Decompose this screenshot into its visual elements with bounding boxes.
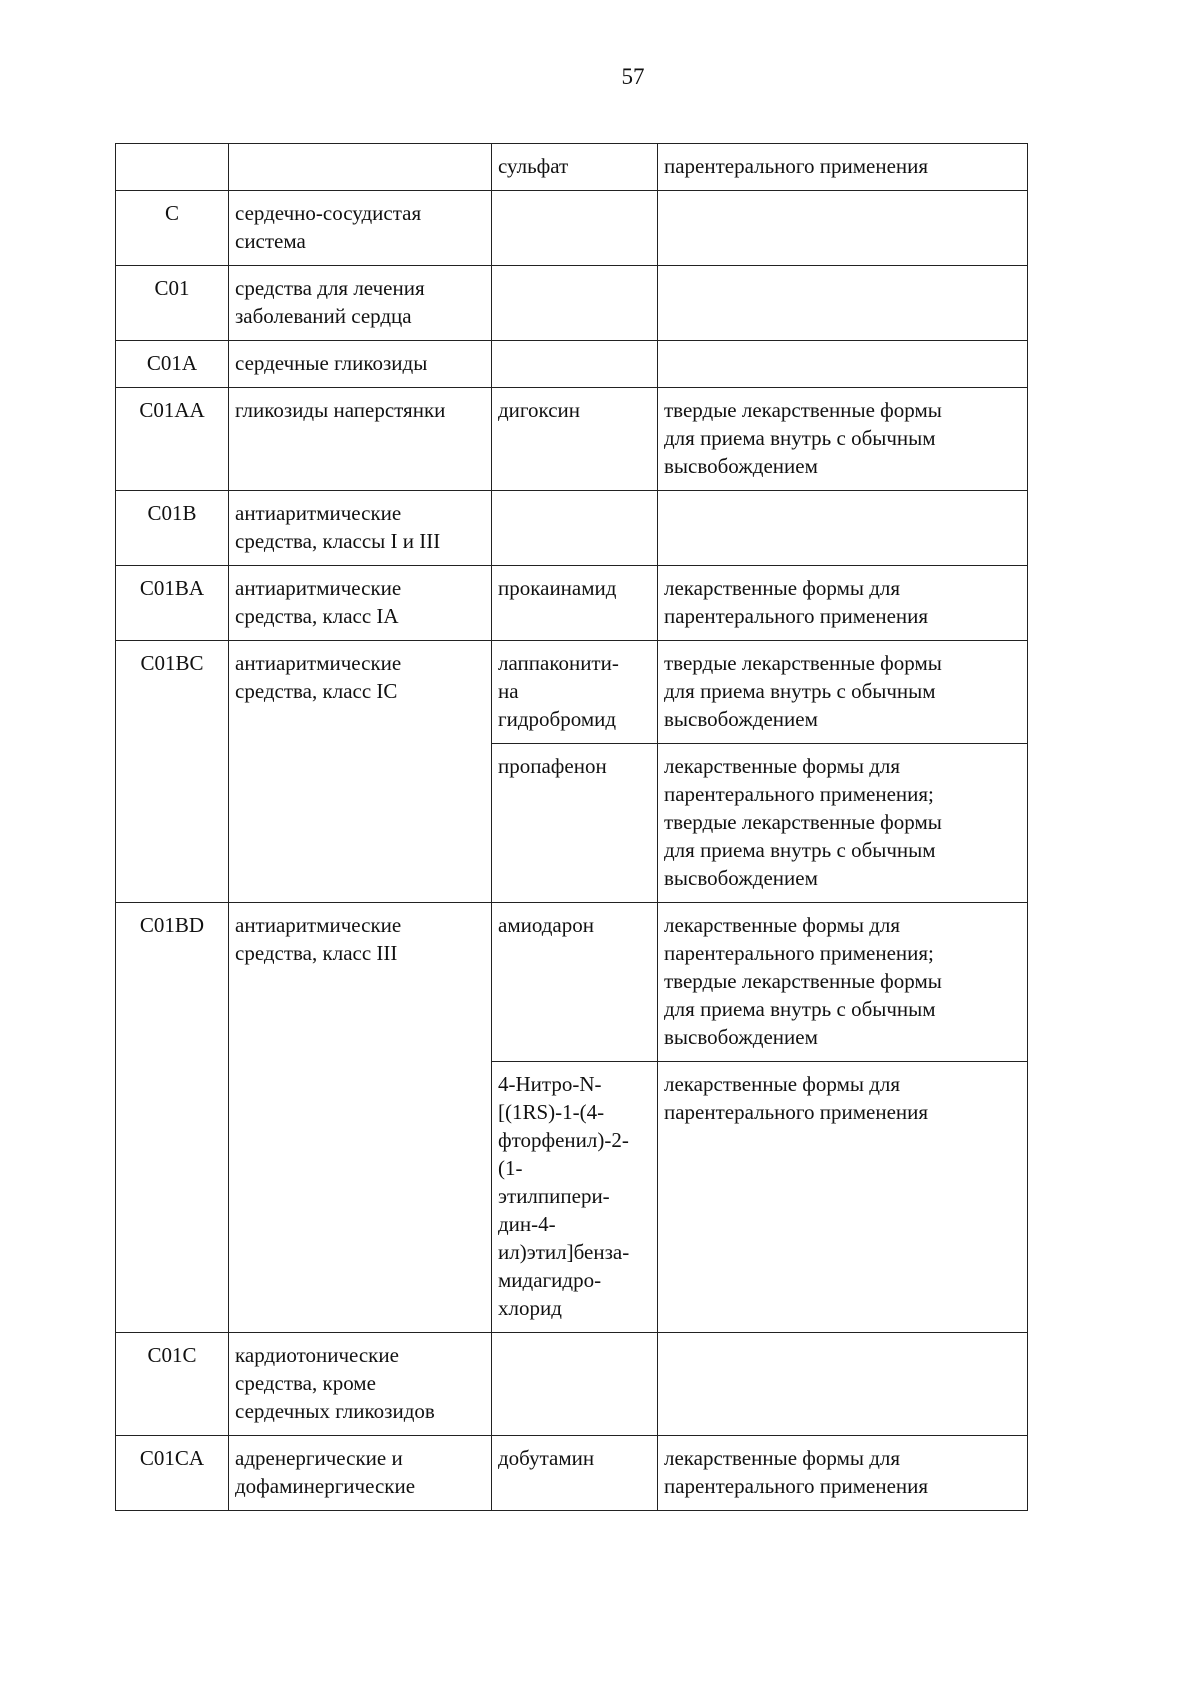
page-number: 57 bbox=[621, 64, 645, 89]
atc-code-cell bbox=[116, 266, 229, 341]
anatomical-group-cell bbox=[229, 388, 492, 491]
dosage-form-cell-line: высвобождением bbox=[664, 1025, 818, 1049]
table-row bbox=[116, 191, 1028, 266]
dosage-form-cell-line: твердые лекарственные формы bbox=[664, 651, 942, 675]
anatomical-group-cell-line: адренергические и bbox=[235, 1446, 403, 1470]
dosage-form-cell bbox=[658, 641, 1028, 744]
anatomical-group-cell bbox=[229, 191, 492, 266]
anatomical-group-cell-line: антиаритмические bbox=[235, 651, 402, 675]
atc-code-cell bbox=[116, 903, 229, 1333]
drug-name-cell bbox=[492, 1333, 658, 1436]
atc-code-cell bbox=[116, 388, 229, 491]
dosage-form-cell-line: высвобождением bbox=[664, 707, 818, 731]
atc-code-cell bbox=[116, 341, 229, 388]
drug-name-cell bbox=[492, 191, 658, 266]
anatomical-group-cell-line: сердечно-сосудистая bbox=[235, 201, 422, 225]
dosage-form-cell-line: парентерального применения bbox=[664, 604, 929, 628]
anatomical-group-cell bbox=[229, 341, 492, 388]
dosage-form-cell-line: парентерального применения bbox=[664, 1474, 929, 1498]
atc-code-cell-line: C01B bbox=[147, 501, 197, 525]
dosage-form-cell-line: высвобождением bbox=[664, 866, 818, 890]
anatomical-group-cell-line: средства, класс IC bbox=[235, 679, 398, 703]
drug-name-cell bbox=[492, 566, 658, 641]
anatomical-group-cell-line: средства для лечения bbox=[235, 276, 425, 300]
drug-name-cell bbox=[492, 388, 658, 491]
anatomical-group-cell bbox=[229, 1333, 492, 1436]
dosage-form-cell-line: лекарственные формы для bbox=[664, 913, 901, 937]
dosage-form-cell-line: парентерального применения; bbox=[664, 782, 934, 806]
anatomical-group-cell bbox=[229, 903, 492, 1333]
dosage-form-cell-line: парентерального применения bbox=[664, 154, 929, 178]
dosage-form-cell bbox=[658, 1333, 1028, 1436]
drug-name-cell-line: дигоксин bbox=[498, 398, 580, 422]
atc-code-cell bbox=[116, 491, 229, 566]
dosage-form-cell-line: высвобождением bbox=[664, 454, 818, 478]
atc-code-cell-line: C01 bbox=[154, 276, 190, 300]
atc-code-cell bbox=[116, 191, 229, 266]
dosage-form-cell-line: лекарственные формы для bbox=[664, 754, 901, 778]
table-row bbox=[116, 388, 1028, 491]
drug-name-cell-line: (1- bbox=[498, 1156, 523, 1180]
anatomical-group-cell bbox=[229, 266, 492, 341]
atc-code-cell-line: C01CA bbox=[139, 1446, 205, 1470]
dosage-form-cell-line: твердые лекарственные формы bbox=[664, 969, 942, 993]
atc-code-cell bbox=[116, 566, 229, 641]
drug-name-cell-line: фторфенил)-2- bbox=[498, 1128, 629, 1152]
dosage-form-cell-line: парентерального применения bbox=[664, 1100, 929, 1124]
drug-name-cell-line: амиодарон bbox=[498, 913, 594, 937]
anatomical-group-cell-line: средства, класс III bbox=[235, 941, 398, 965]
table-row bbox=[116, 641, 1028, 744]
atc-code-cell-line: C01BA bbox=[139, 576, 205, 600]
atc-code-cell-line: C01BD bbox=[139, 913, 205, 937]
dosage-form-cell-line: для приема внутрь с обычным bbox=[664, 679, 936, 703]
anatomical-group-cell-line: сердечные гликозиды bbox=[235, 351, 428, 375]
drug-name-cell-line: прокаинамид bbox=[498, 576, 617, 600]
atc-code-cell-line: C01A bbox=[146, 351, 198, 375]
drug-name-cell bbox=[492, 266, 658, 341]
table-row bbox=[116, 1333, 1028, 1436]
drug-name-cell bbox=[492, 1436, 658, 1511]
dosage-form-cell bbox=[658, 388, 1028, 491]
drug-name-cell bbox=[492, 491, 658, 566]
anatomical-group-cell-line: заболеваний сердца bbox=[235, 304, 412, 328]
drug-name-cell bbox=[492, 1062, 658, 1333]
anatomical-group-cell bbox=[229, 491, 492, 566]
table-row bbox=[116, 491, 1028, 566]
anatomical-group-cell-line: антиаритмические bbox=[235, 501, 402, 525]
dosage-form-cell-line: лекарственные формы для bbox=[664, 576, 901, 600]
atc-code-cell-line: C01BC bbox=[140, 651, 204, 675]
dosage-form-cell-line: твердые лекарственные формы bbox=[664, 810, 942, 834]
atc-code-cell bbox=[116, 1436, 229, 1511]
table-row bbox=[116, 566, 1028, 641]
drug-name-cell-line: сульфат bbox=[498, 154, 569, 178]
table-row bbox=[116, 144, 1028, 191]
dosage-form-cell bbox=[658, 491, 1028, 566]
atc-code-cell bbox=[116, 144, 229, 191]
drug-name-cell-line: лаппаконити- bbox=[498, 651, 619, 675]
anatomical-group-cell-line: дофаминергические bbox=[235, 1474, 416, 1498]
drug-name-cell-line: на bbox=[498, 679, 519, 703]
drug-name-cell bbox=[492, 903, 658, 1062]
drug-name-cell bbox=[492, 144, 658, 191]
anatomical-group-cell-line: средства, классы I и III bbox=[235, 529, 441, 553]
anatomical-group-cell bbox=[229, 144, 492, 191]
dosage-form-cell bbox=[658, 566, 1028, 641]
drug-name-cell-line: гидробромид bbox=[498, 707, 617, 731]
dosage-form-cell bbox=[658, 903, 1028, 1062]
drug-name-cell-line: дин-4- bbox=[498, 1212, 556, 1236]
table-row bbox=[116, 1436, 1028, 1511]
drug-name-cell-line: хлорид bbox=[498, 1296, 562, 1320]
atc-code-cell-line: C bbox=[164, 201, 179, 225]
anatomical-group-cell-line: система bbox=[235, 229, 306, 253]
anatomical-group-cell-line: антиаритмические bbox=[235, 913, 402, 937]
anatomical-group-cell-line: гликозиды наперстянки bbox=[235, 398, 446, 422]
dosage-form-cell bbox=[658, 266, 1028, 341]
atc-code-cell bbox=[116, 1333, 229, 1436]
dosage-form-cell-line: лекарственные формы для bbox=[664, 1072, 901, 1096]
anatomical-group-cell bbox=[229, 641, 492, 903]
dosage-form-cell bbox=[658, 1062, 1028, 1333]
anatomical-group-cell bbox=[229, 1436, 492, 1511]
table-row bbox=[116, 903, 1028, 1062]
anatomical-group-cell-line: средства, класс IA bbox=[235, 604, 399, 628]
anatomical-group-cell-line: кардиотонические bbox=[235, 1343, 399, 1367]
drug-classification-table bbox=[115, 143, 1028, 1511]
dosage-form-cell-line: парентерального применения; bbox=[664, 941, 934, 965]
dosage-form-cell-line: для приема внутрь с обычным bbox=[664, 426, 936, 450]
table-row bbox=[116, 341, 1028, 388]
atc-code-cell-line: C01C bbox=[147, 1343, 197, 1367]
drug-name-cell-line: 4-Нитро-N- bbox=[498, 1072, 602, 1096]
drug-name-cell bbox=[492, 744, 658, 903]
drug-name-cell-line: добутамин bbox=[498, 1446, 595, 1470]
dosage-form-cell-line: твердые лекарственные формы bbox=[664, 398, 942, 422]
dosage-form-cell-line: для приема внутрь с обычным bbox=[664, 838, 936, 862]
dosage-form-cell-line: лекарственные формы для bbox=[664, 1446, 901, 1470]
drug-name-cell-line: этилпипери- bbox=[498, 1184, 610, 1208]
dosage-form-cell bbox=[658, 1436, 1028, 1511]
drug-name-cell bbox=[492, 641, 658, 744]
atc-code-cell bbox=[116, 641, 229, 903]
anatomical-group-cell-line: средства, кроме bbox=[235, 1371, 376, 1395]
anatomical-group-cell bbox=[229, 566, 492, 641]
drug-name-cell-line: пропафенон bbox=[498, 754, 607, 778]
dosage-form-cell-line: для приема внутрь с обычным bbox=[664, 997, 936, 1021]
drug-name-cell-line: ил)этил]бенза- bbox=[498, 1240, 630, 1264]
atc-code-cell-line: C01AA bbox=[139, 398, 205, 422]
dosage-form-cell bbox=[658, 341, 1028, 388]
dosage-form-cell bbox=[658, 144, 1028, 191]
table-row bbox=[116, 266, 1028, 341]
dosage-form-cell bbox=[658, 744, 1028, 903]
anatomical-group-cell-line: антиаритмические bbox=[235, 576, 402, 600]
drug-name-cell-line: [(1RS)-1-(4- bbox=[498, 1100, 605, 1124]
anatomical-group-cell-line: сердечных гликозидов bbox=[235, 1399, 435, 1423]
drug-name-cell-line: мидагидро- bbox=[498, 1268, 602, 1292]
dosage-form-cell bbox=[658, 191, 1028, 266]
drug-name-cell bbox=[492, 341, 658, 388]
